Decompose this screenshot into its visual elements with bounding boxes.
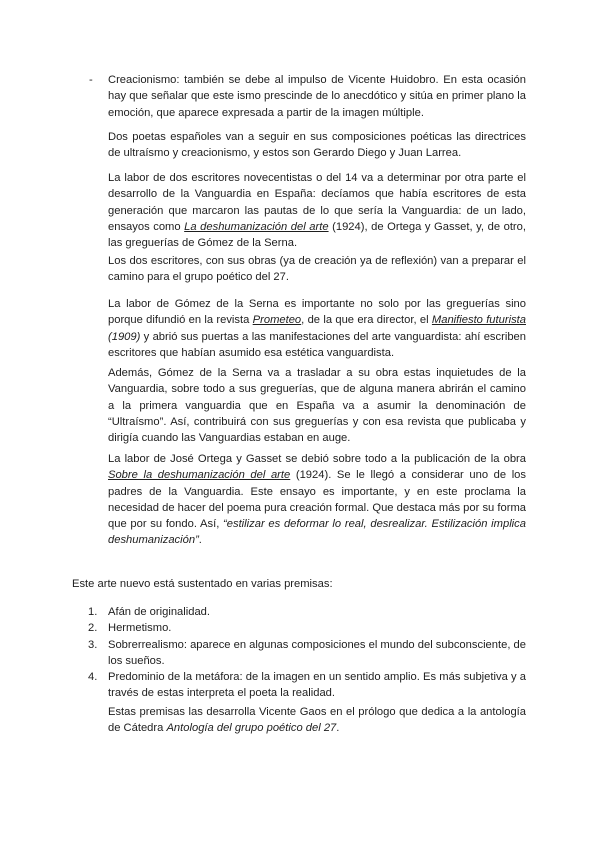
essay-title-link[interactable]: Sobre la deshumanización del arte xyxy=(108,469,291,482)
list-bullet-dash: - xyxy=(89,74,93,86)
paragraph-ultraismo: Además, Gómez de la Serna va a trasladar a su obra estas inquietudes de la Vanguardia, sobre todo a sus greguerías, que de alguna manera abrirán el camino a la primera vanguardia que en España va a asumir la denominación de “Ultraísmo”. Así, contribuirá con sus greguerías y con esa revista que publicaba y dirigía cuando las Vanguardias estaban en auge. xyxy=(108,367,526,445)
paragraph-ortega-y-gasset xyxy=(108,451,526,549)
list-number: 4. xyxy=(88,671,98,684)
paragraph-poetas-espanoles: Dos poetas españoles van a seguir en sus composiciones poéticas las directrices de ultraísmo y creacionismo, y estos son Gerardo Diego y Juan Larrea. xyxy=(108,131,526,160)
text-segment: (1924), de Ortega y Gasset, y, de otro, las greguerías de Gómez de la Serna. xyxy=(108,220,526,250)
anthology-title: Antología del grupo poético del 27 xyxy=(166,722,337,735)
text-segment: . xyxy=(336,722,340,735)
paragraph-closing xyxy=(108,704,526,737)
text-segment: La labor de Gómez de la Serna es importante no solo por las greguerías sino porque difundió en la revista xyxy=(108,298,526,327)
text-segment: , de la que era director, el xyxy=(301,314,432,327)
list-item xyxy=(82,620,526,636)
premises-intro: Este arte nuevo está sustentado en varias premisas: xyxy=(72,578,333,590)
list-item-text: Predominio de la metáfora: de la imagen en un sentido amplio. Es más subjetiva y a través de estas interpreta el poeta la realidad. xyxy=(108,671,526,700)
text-segment: La labor de dos escritores novecentistas o del 14 va a determinar por otra parte el desarrollo de la Vanguardia en España: decíamos que había escritores de esta generación que marcaron las pautas de lo que sería la Vanguardia: de un lado, ensayos como xyxy=(108,172,526,233)
list-number: 2. xyxy=(88,622,98,635)
list-item-text: Sobrerrealismo: aparece en algunas composiciones el mundo del subconsciente, de los sueños. xyxy=(108,638,526,667)
manifesto-link[interactable]: Manifiesto futurista xyxy=(431,314,526,327)
paragraph-novecentistas xyxy=(108,170,526,251)
magazine-link[interactable]: Prometeo xyxy=(252,314,302,327)
text-segment: Estas premisas las desarrolla Vicente Gaos en el prólogo que dedica a la antología de Cátedra xyxy=(108,706,526,735)
text-segment: . xyxy=(198,534,202,547)
list-item xyxy=(82,637,526,670)
manifesto-year: (1909) xyxy=(108,330,141,343)
list-number: 3. xyxy=(88,638,98,651)
premises-list xyxy=(82,604,526,702)
paragraph-gomez-de-la-serna xyxy=(108,296,526,361)
text-segment: y abrió sus puertas a las manifestaciones del arte vanguardista: ahí escriben escritores que habían asumido esa estética vanguardista. xyxy=(108,330,526,359)
list-item-text: Afán de originalidad. xyxy=(108,606,211,618)
list-item xyxy=(82,669,526,702)
paragraph-creacionismo: Creacionismo: también se debe al impulso de Vicente Huidobro. En esta ocasión hay que señalar que este ismo prescinde de lo anecdótico y sitúa en primer plano la emoción, que aparece expresada a partir de la imagen múltiple. xyxy=(108,74,526,119)
text-segment: La labor de José Ortega y Gasset se debió sobre todo a la publicación de la obra xyxy=(108,453,526,465)
book-title-link[interactable]: La deshumanización del arte xyxy=(184,220,329,233)
list-item-text: Hermetismo. xyxy=(108,622,172,635)
paragraph-dos-escritores: Los dos escritores, con sus obras (ya de creación ya de reflexión) van a preparar el camino para el grupo poético del 27. xyxy=(108,255,526,284)
quote: “estilizar es deformar lo real, desrealizar. Estilización implica deshumanización” xyxy=(108,518,526,547)
list-item xyxy=(82,604,526,620)
list-number: 1. xyxy=(88,606,98,618)
text-segment: (1924). Se le llegó a considerar uno de los padres de la Vanguardia. Este ensayo es importante, y en este proclama la necesidad de hacer del poema pura creación formal. Que destaca más por su forma que por su fondo. Así, xyxy=(108,469,526,531)
